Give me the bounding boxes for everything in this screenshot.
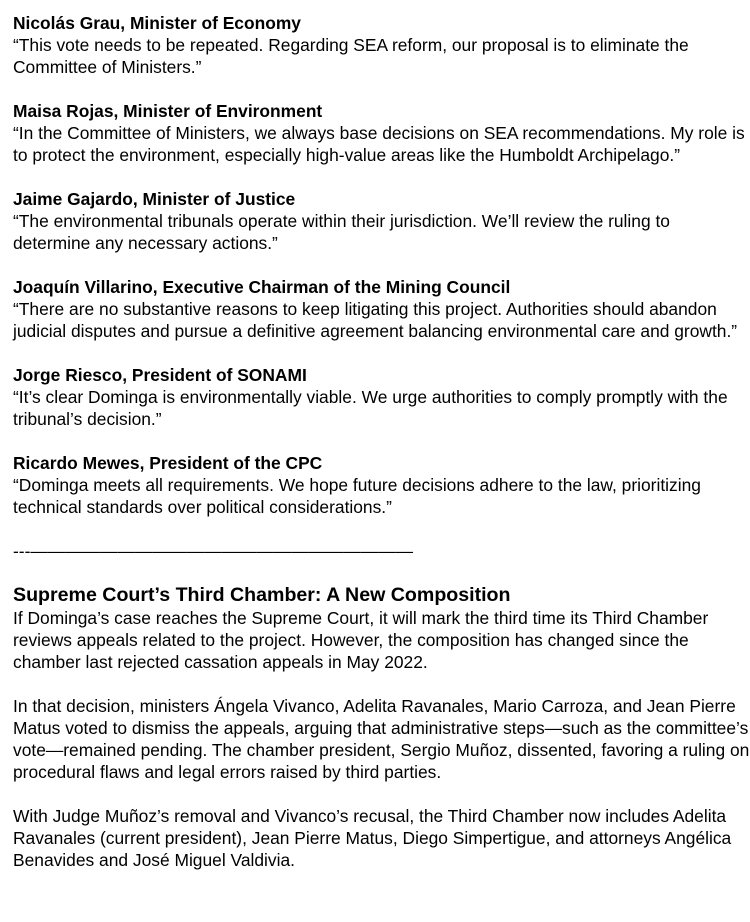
section-paragraph: In that decision, ministers Ángela Vivanco, Adelita Ravanales, Mario Carroza, and Jean Pierre Matus voted to dismiss the appeals, arguing that administrative steps—such as the committee’s vote—remained pending. The chamber president, Sergio Muñoz, dissented, favoring a ruling on procedural flaws and legal errors raised by third parties. (13, 696, 750, 782)
section-heading: Supreme Court’s Third Chamber: A New Composition (13, 584, 511, 606)
statement-speaker: Jorge Riesco, President of SONAMI (13, 365, 307, 385)
statement-speaker: Ricardo Mewes, President of the CPC (13, 453, 323, 473)
section-paragraph: If Dominga’s case reaches the Supreme Court, it will mark the third time its Third Chamber reviews appeals related to the project. However, the composition has changed since the chamber last rejected cassation appeals in May 2022. (13, 608, 709, 672)
statement-speaker: Maisa Rojas, Minister of Environment (13, 101, 323, 121)
statement-quote: “Dominga meets all requirements. We hope future decisions adhere to the law, prioritizing technical standards over political considerations.” (13, 475, 701, 517)
statement-block (13, 188, 750, 254)
statement-block (13, 364, 750, 430)
section-paragraph: With Judge Muñoz’s removal and Vivanco’s recusal, the Third Chamber now includes Adelita Ravanales (current president), Jean Pierre Matus, Diego Simpertigue, and attorneys Angélica Benavides and José Miguel Valdivia. (13, 806, 732, 870)
statement-speaker: Joaquín Villarino, Executive Chairman of the Mining Council (13, 277, 511, 297)
statement-speaker: Jaime Gajardo, Minister of Justice (13, 189, 296, 209)
statement-quote: “It’s clear Dominga is environmentally viable. We urge authorities to comply promptly with the tribunal’s decision.” (13, 387, 728, 429)
statement-quote: “This vote needs to be repeated. Regarding SEA reform, our proposal is to eliminate the Committee of Ministers.” (13, 35, 689, 77)
section-divider: ---—————————————————————— (13, 541, 413, 561)
statement-quote: “In the Committee of Ministers, we always base decisions on SEA recommendations. My role is to protect the environment, especially high-value areas like the Humboldt Archipelago.” (13, 123, 745, 165)
statement-block (13, 12, 750, 78)
statement-quote: “The environmental tribunals operate within their jurisdiction. We’ll review the ruling to determine any necessary actions.” (13, 211, 670, 253)
statement-block (13, 100, 750, 166)
statement-block (13, 276, 750, 342)
statement-block (13, 452, 750, 518)
statement-quote: “There are no substantive reasons to keep litigating this project. Authorities should abandon judicial disputes and pursue a definitive agreement balancing environmental care and growth.” (13, 299, 738, 341)
statement-speaker: Nicolás Grau, Minister of Economy (13, 13, 301, 33)
